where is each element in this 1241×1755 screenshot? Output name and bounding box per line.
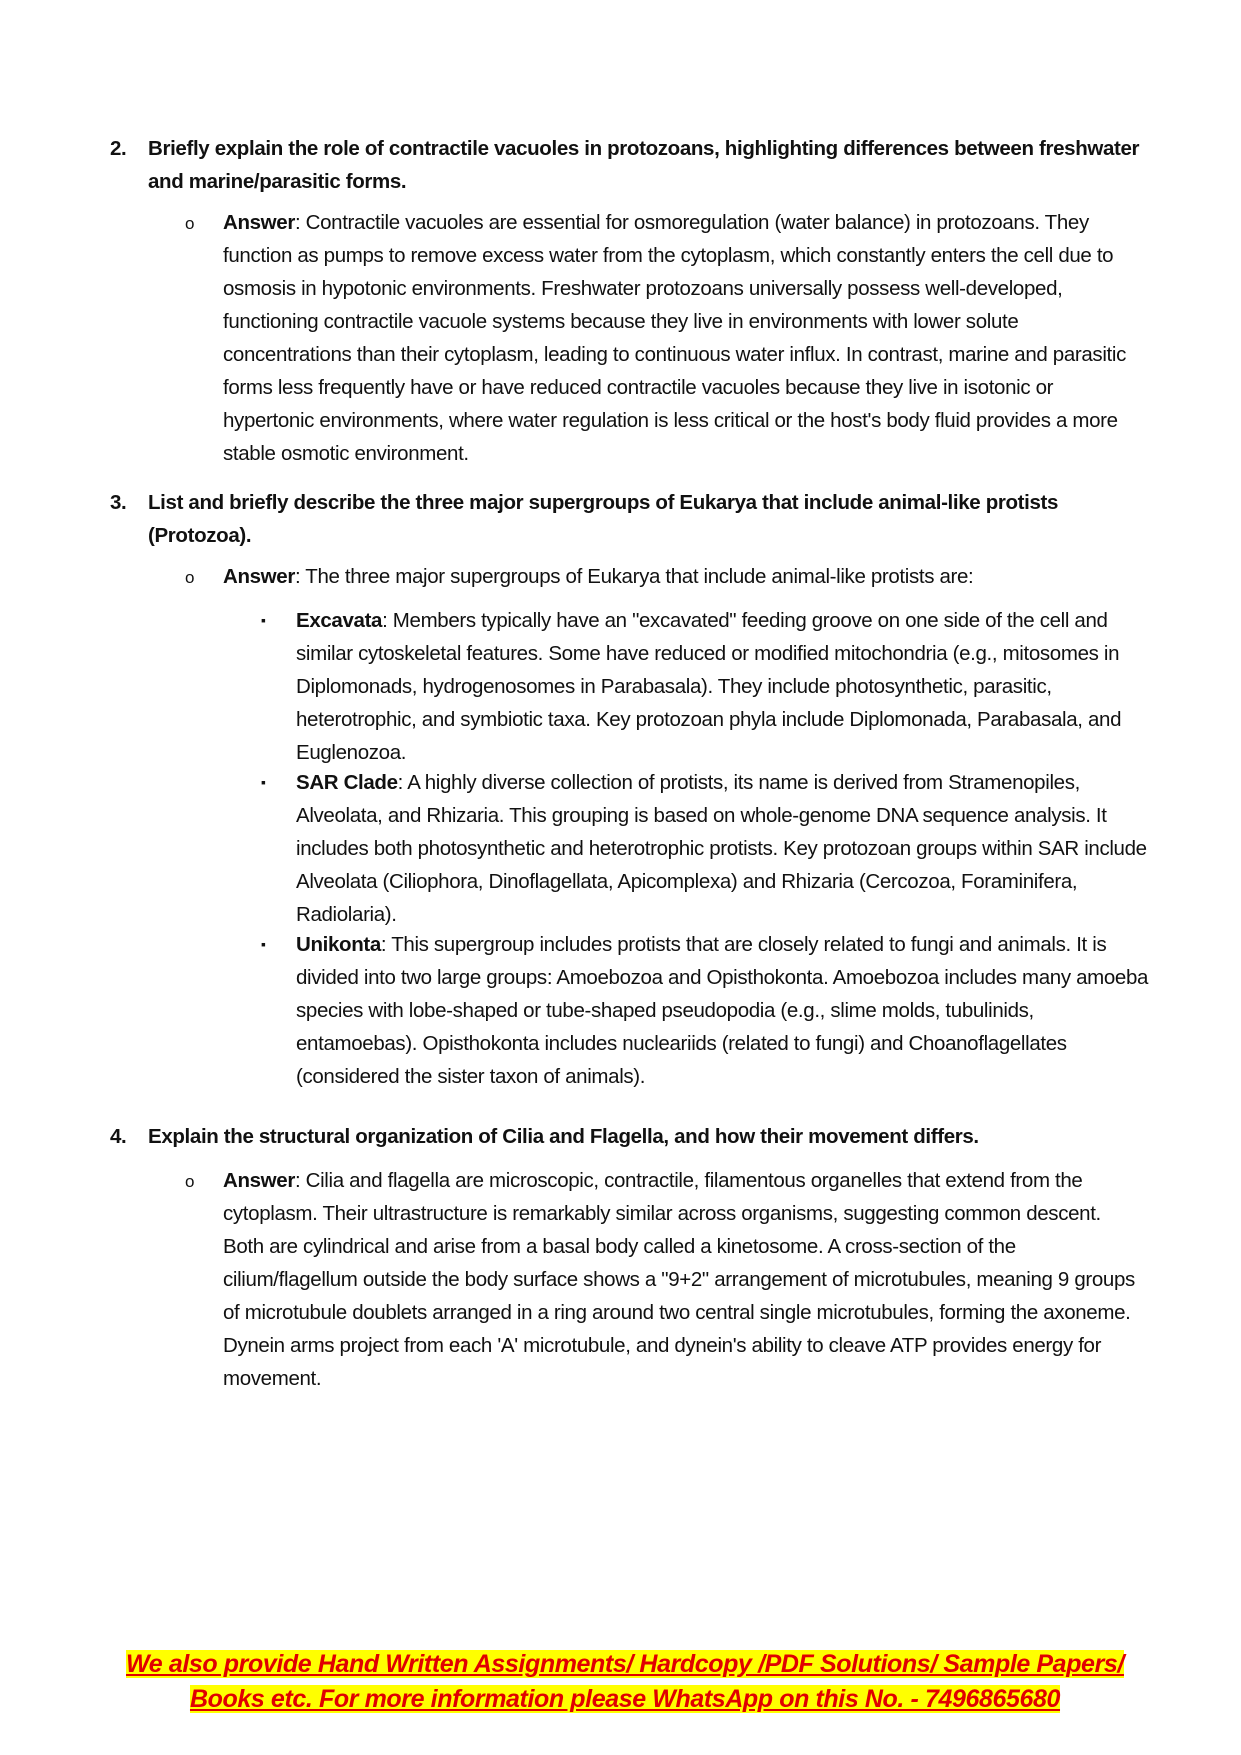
square-bullet-icon: ▪ xyxy=(261,936,266,952)
answer-label: Answer xyxy=(223,565,295,588)
supergroup-body xyxy=(296,604,1158,769)
supergroup-term: Unikonta xyxy=(296,933,381,956)
answer-3 xyxy=(185,560,1145,593)
question-number: 3. xyxy=(110,491,127,514)
supergroup-term: SAR Clade xyxy=(296,771,398,794)
question-text: Explain the structural organization of Cilia and Flagella, and how their movement differs. xyxy=(148,1125,979,1148)
supergroup-sar-clade xyxy=(258,766,1158,931)
answer-text: : Contractile vacuoles are essential for osmoregulation (water balance) in protozoans. They function as pumps to remove excess water from the cytoplasm, which constantly enters the cell due to osmosis in hypotonic environments. Freshwater protozoans universally possess well-developed, functioning contractile vacuole systems because they live in environments with lower solute concentrations than their cytoplasm, leading to continuous water influx. In contrast, marine and parasitic forms less frequently have or have reduced contractile vacuoles because they live in isotonic or hypertonic environments, where water regulation is less critical or the host's body fluid provides a more stable osmotic environment. xyxy=(223,211,1126,465)
answer-text: : The three major supergroups of Eukarya that include animal-like protists are: xyxy=(294,565,974,588)
hollow-circle-bullet-icon: o xyxy=(185,1172,195,1191)
answer-body xyxy=(223,1164,1145,1395)
supergroup-text: : Members typically have an "excavated" feeding groove on one side of the cell and similar cytoskeletal features. Some have reduced or modified mitochondria (e.g., mitosomes in Diplomonads, hydrogenosomes in Parabasala). They include photosynthetic, parasitic, heterotrophic, and symbiotic taxa. Key protozoan phyla include Diplomonada, Parabasala, and Euglenozoa. xyxy=(296,609,1122,764)
question-3 xyxy=(110,486,1150,552)
question-number: 2. xyxy=(110,137,127,160)
footer-line-1: We also provide Hand Written Assignments/ Hardcopy /PDF Solutions/ Sample Papers/ xyxy=(126,1650,1124,1678)
answer-label: Answer xyxy=(223,211,295,234)
answer-4 xyxy=(185,1164,1145,1395)
square-bullet-icon: ▪ xyxy=(261,774,266,790)
supergroup-excavata xyxy=(258,604,1158,769)
answer-2 xyxy=(185,206,1145,470)
answer-body xyxy=(223,206,1145,470)
footer-advertisement xyxy=(95,1647,1155,1717)
supergroup-text: : A highly diverse collection of protists, its name is derived from Stramenopiles, Alveolata, and Rhizaria. This grouping is based on whole-genome DNA sequence analysis. It includes both photosynthetic and heterotrophic protists. Key protozoan groups within SAR include Alveolata (Ciliophora, Dinoflagellata, Apicomplexa) and Rhizaria (Cercozoa, Foraminifera, Radiolaria). xyxy=(296,771,1147,926)
question-4 xyxy=(110,1120,1150,1153)
supergroup-unikonta xyxy=(258,928,1158,1093)
question-number: 4. xyxy=(110,1125,127,1148)
answer-label: Answer xyxy=(223,1169,295,1192)
supergroup-body xyxy=(296,928,1158,1093)
question-text: Briefly explain the role of contractile vacuoles in protozoans, highlighting differences between freshwater and marine/parasitic forms. xyxy=(148,137,1140,193)
square-bullet-icon: ▪ xyxy=(261,612,266,628)
question-text: List and briefly describe the three major supergroups of Eukarya that include animal-like protists (Protozoa). xyxy=(148,491,1059,547)
supergroup-body xyxy=(296,766,1158,931)
hollow-circle-bullet-icon: o xyxy=(185,568,195,587)
supergroup-term: Excavata xyxy=(296,609,383,632)
answer-text: : Cilia and flagella are microscopic, contractile, filamentous organelles that extend from the cytoplasm. Their ultrastructure is remarkably similar across organisms, suggesting common descent. Both are cylindrical and arise from a basal body called a kinetosome. A cross-section of the cilium/flagellum outside the body surface shows a "9+2" arrangement of microtubules, meaning 9 groups of microtubule doublets arranged in a ring around two central single microtubules, forming the axoneme. Dynein arms project from each 'A' microtubule, and dynein's ability to cleave ATP provides energy for movement. xyxy=(223,1169,1135,1390)
supergroup-text: : This supergroup includes protists that are closely related to fungi and animals. It is divided into two large groups: Amoebozoa and Opisthokonta. Amoebozoa includes many amoeba species with lobe-shaped or tube-shaped pseudopodia (e.g., slime molds, tubulinids, entamoebas). Opisthokonta includes nucleariids (related to fungi) and Choanoflagellates (considered the sister taxon of animals). xyxy=(296,933,1149,1088)
answer-body xyxy=(223,560,1145,593)
footer-line-2: Books etc. For more information please WhatsApp on this No. - 7496865680 xyxy=(189,1685,1061,1713)
question-2 xyxy=(110,132,1150,198)
hollow-circle-bullet-icon: o xyxy=(185,214,195,233)
